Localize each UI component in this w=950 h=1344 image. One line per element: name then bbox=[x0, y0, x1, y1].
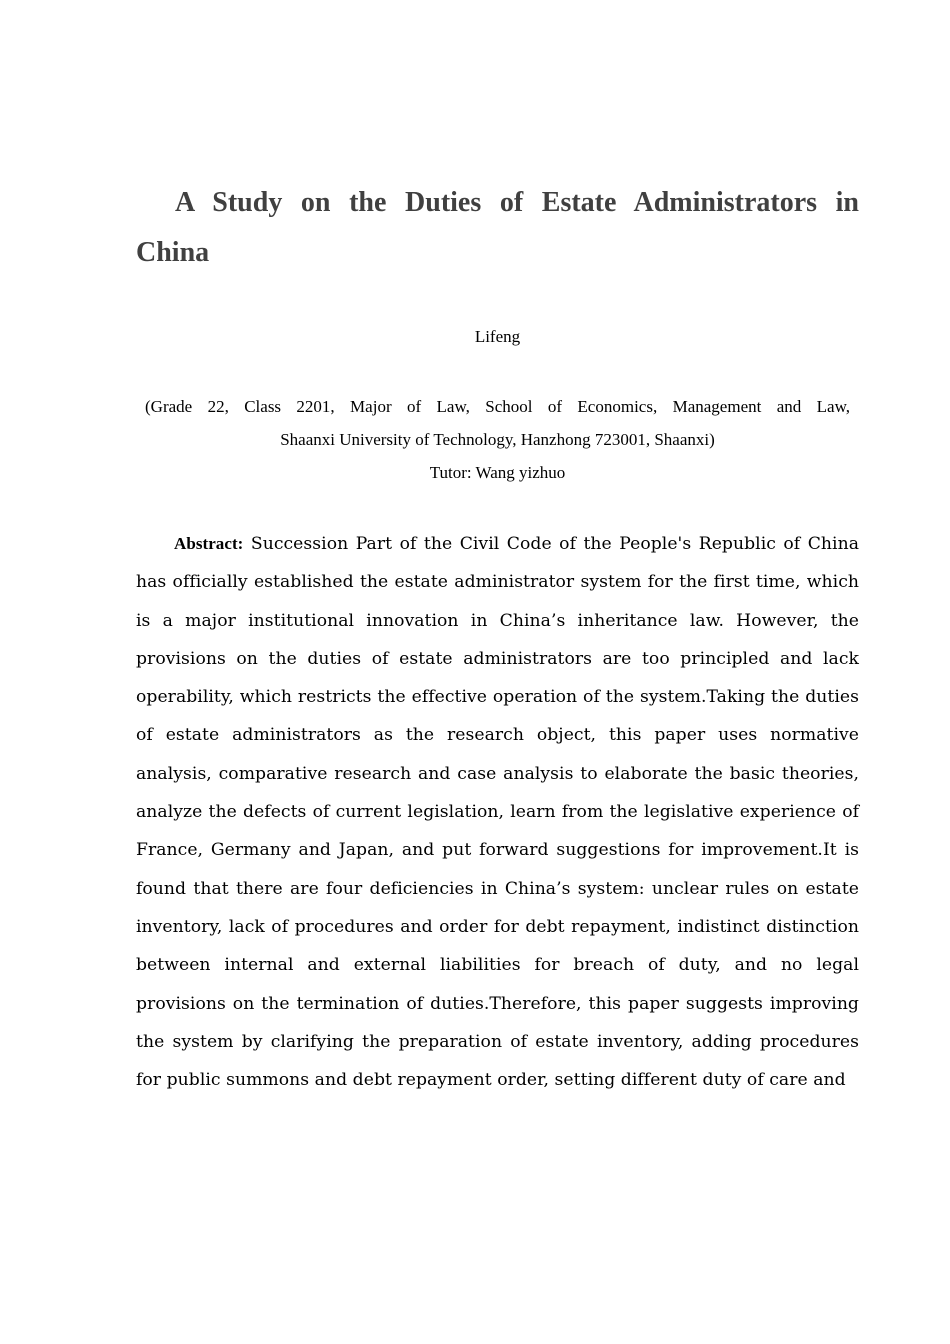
affiliation bbox=[136, 390, 859, 456]
abstract-label: Abstract: bbox=[174, 534, 244, 553]
paper-title: A Study on the Duties of Estate Administrators in China bbox=[136, 187, 859, 268]
affiliation-line-2: Shaanxi University of Technology, Hanzhong 723001, Shaanxi) bbox=[280, 430, 715, 449]
author-name: Lifeng bbox=[474, 327, 521, 346]
affiliation-line-1: (Grade 22, Class 2201, Major of Law, School of Economics, Management and Law, bbox=[145, 397, 850, 416]
paper-page bbox=[136, 178, 859, 1117]
tutor-line: Tutor: Wang yizhuo bbox=[429, 463, 566, 482]
abstract-text: Succession Part of the Civil Code of the People's Republic of China has officially established the estate administrator system for the first time, which is a major institutional innovation in China’s inheritance law. However, the provisions on the duties of estate administrators are too principled and lack operability, which restricts the effective operation of the system.Taking the duties of estate administrators as the research object, this paper uses normative analysis, comparative research and case analysis to elaborate the basic theories, analyze the defects of current legislation, learn from the legislative experience of France, Germany and Japan, and put forward suggestions for improvement.It is found that there are four deficiencies in China’s system: unclear rules on estate inventory, lack of procedures and order for debt repayment, indistinct distinction between internal and external liabilities for breach of duty, and no legal provisions on the termination of duties.Therefore, this paper suggests improving the system by clarifying the preparation of estate inventory, adding procedures for public summons and debt repayment order, setting different duty of care and bbox=[136, 534, 860, 1091]
abstract-paragraph bbox=[136, 525, 859, 1099]
